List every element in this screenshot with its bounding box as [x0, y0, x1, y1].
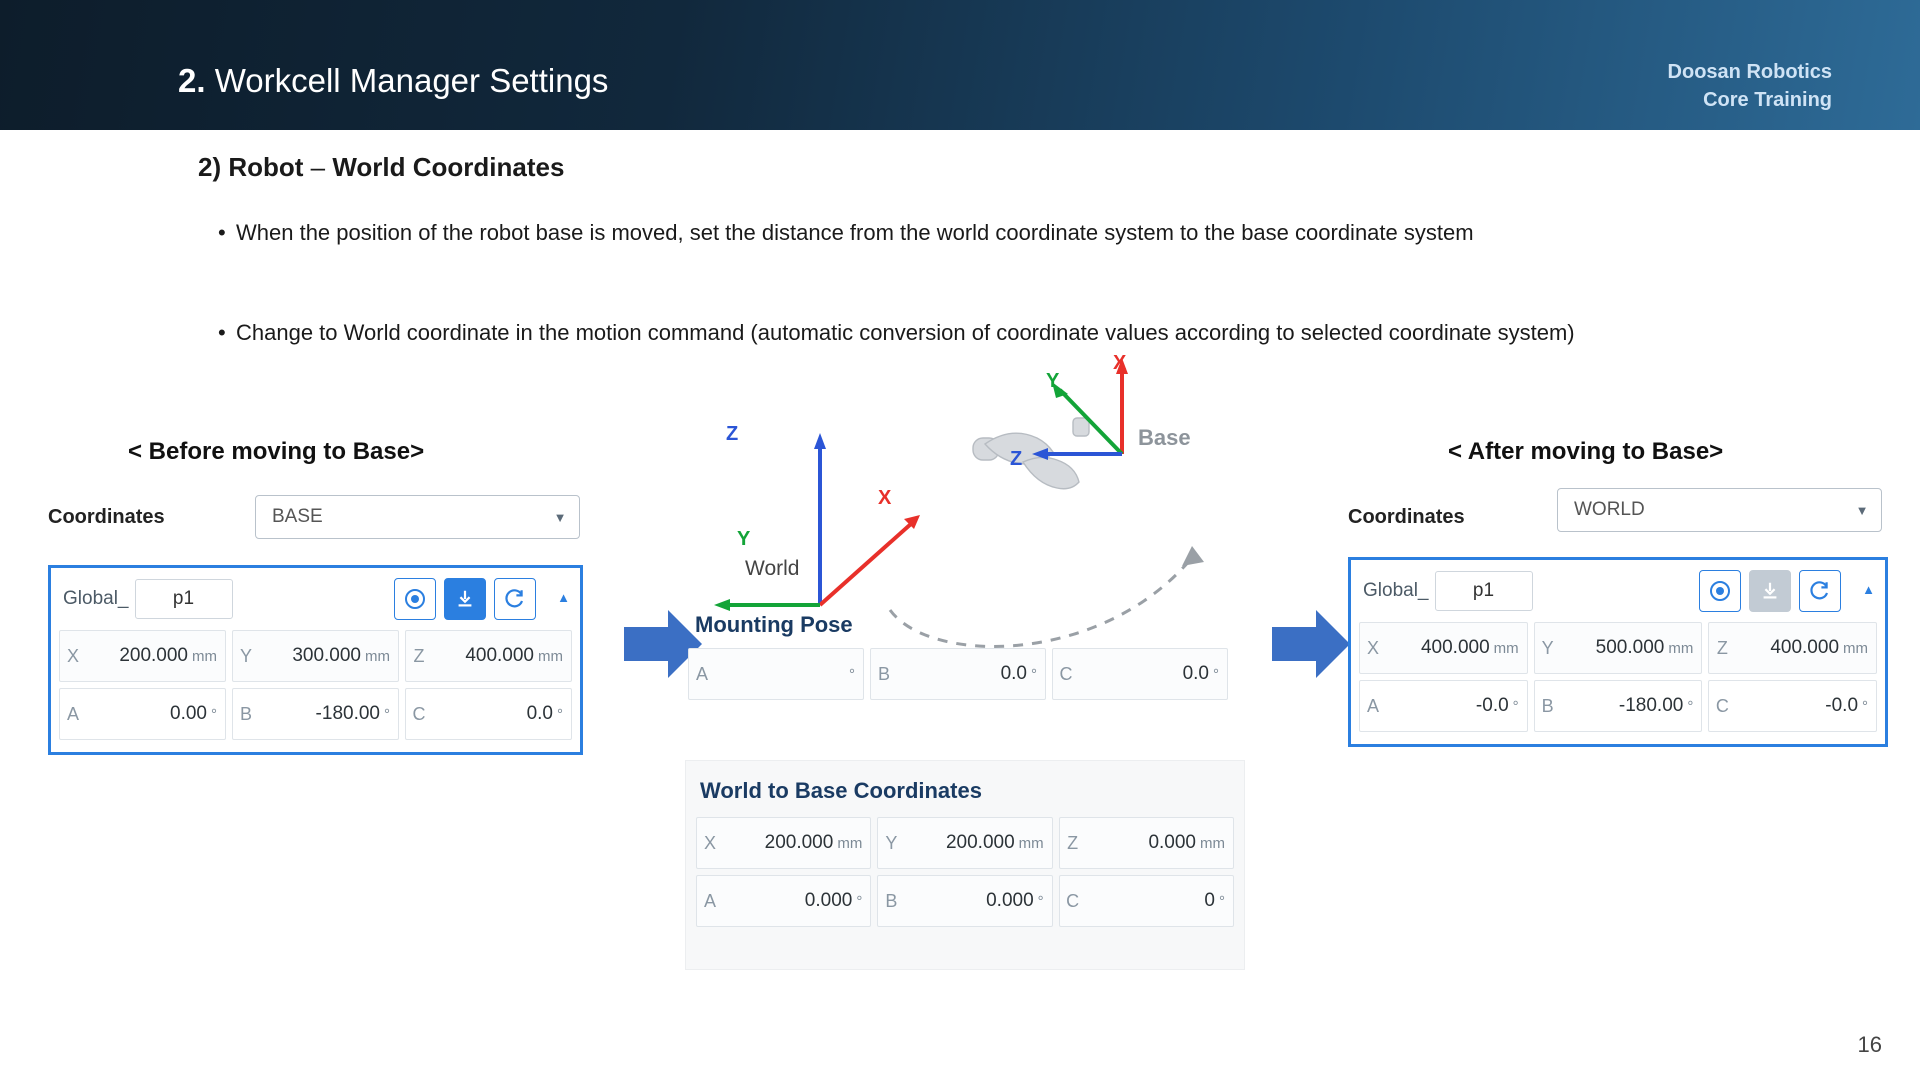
coordinates-select-left[interactable] — [255, 495, 580, 539]
field-c[interactable] — [405, 688, 572, 740]
field-a-label: A — [1366, 695, 1379, 716]
field-a-value: 0.00 — [170, 703, 207, 724]
w2b-field-a-value: 0.000 — [804, 890, 853, 911]
w2b-field-y-value: 200.000 — [945, 832, 1015, 853]
mounting-field-b[interactable] — [870, 648, 1046, 700]
field-y-unit: mm — [365, 647, 390, 665]
w2b-field-y[interactable] — [877, 817, 1052, 869]
pose-name-value: p1 — [1472, 580, 1495, 601]
pose-icon-group — [394, 578, 536, 620]
caption-before: < Before moving to Base> — [128, 438, 425, 465]
field-y[interactable] — [1534, 622, 1703, 674]
mounting-field-b-unit: ° — [1031, 665, 1037, 683]
chevron-up-icon[interactable]: ▲ — [1862, 582, 1875, 597]
download-icon[interactable] — [1749, 570, 1791, 612]
mounting-field-c[interactable] — [1052, 648, 1228, 700]
pose-row — [1351, 622, 1885, 680]
base-label: Base — [1138, 425, 1191, 450]
field-x[interactable] — [1359, 622, 1528, 674]
chevron-down-icon[interactable]: ▼ — [1855, 502, 1869, 518]
refresh-icon[interactable] — [494, 578, 536, 620]
pose-name-input[interactable] — [1435, 571, 1533, 611]
field-x-unit: mm — [192, 647, 217, 665]
w2b-field-x[interactable] — [696, 817, 871, 869]
field-c-label: C — [412, 703, 426, 724]
field-y-label: Y — [1541, 637, 1554, 658]
pose-panel-after — [1348, 557, 1888, 747]
mounting-field-c-label: C — [1059, 663, 1073, 684]
w2b-field-b-unit: ° — [1037, 892, 1044, 910]
world-z-label: Z — [726, 423, 739, 445]
field-a[interactable] — [59, 688, 226, 740]
w2b-field-a-unit: ° — [856, 892, 863, 910]
mounting-field-a[interactable] — [688, 648, 864, 700]
field-b[interactable] — [1534, 680, 1703, 732]
world-to-base-row — [686, 875, 1244, 933]
field-b-unit: ° — [384, 705, 390, 723]
field-y-label: Y — [239, 645, 252, 666]
coordinates-label-right: Coordinates — [1348, 506, 1465, 528]
coordinates-select-left-value: BASE — [272, 506, 323, 527]
bullet-item — [218, 312, 1898, 354]
world-x-label: X — [878, 487, 892, 509]
mounting-field-b-value: 0.0 — [1000, 663, 1027, 684]
base-y-label: Y — [1046, 370, 1060, 392]
field-x-label: X — [66, 645, 79, 666]
w2b-field-c-value: 0 — [1204, 890, 1215, 911]
field-z-label: Z — [413, 645, 425, 666]
field-c-value: -0.0 — [1825, 695, 1859, 716]
page-title-number: 2. — [178, 62, 206, 99]
field-x-value: 400.000 — [1420, 637, 1490, 658]
pose-row — [1351, 680, 1885, 738]
pose-panel-header — [51, 568, 580, 630]
field-c-label: C — [1715, 695, 1729, 716]
w2b-field-b-value: 0.000 — [986, 890, 1034, 911]
slide-header — [0, 0, 1920, 130]
mounting-pose-panel — [688, 648, 1228, 710]
field-a-label: A — [66, 703, 79, 724]
mounting-pose-title: Mounting Pose — [695, 612, 853, 637]
field-z-value: 400.000 — [465, 645, 534, 666]
mounting-field-a-label: A — [695, 663, 708, 684]
w2b-field-b[interactable] — [877, 875, 1052, 927]
field-a-value: -0.0 — [1475, 695, 1509, 716]
pose-name-value: p1 — [172, 588, 195, 609]
page-title-text: Workcell Manager Settings — [214, 62, 609, 99]
pose-panel-before — [48, 565, 583, 755]
download-icon[interactable] — [444, 578, 486, 620]
field-c-value: 0.0 — [526, 703, 553, 724]
field-x-label: X — [1366, 637, 1379, 658]
field-y-value: 500.000 — [1595, 637, 1665, 658]
global-label: Global_ — [63, 588, 129, 609]
field-y-value: 300.000 — [292, 645, 361, 666]
w2b-field-c[interactable] — [1059, 875, 1234, 927]
field-b-value: -180.00 — [1618, 695, 1684, 716]
w2b-field-x-value: 200.000 — [764, 832, 834, 853]
coordinates-select-right-value: WORLD — [1574, 499, 1645, 520]
world-y-label: Y — [737, 528, 751, 550]
mounting-pose-row — [688, 648, 1228, 700]
coordinates-select-right[interactable] — [1557, 488, 1882, 532]
mounting-field-c-value: 0.0 — [1182, 663, 1209, 684]
field-x-value: 200.000 — [119, 645, 188, 666]
w2b-field-z-unit: mm — [1199, 834, 1225, 852]
w2b-field-b-label: B — [885, 890, 898, 911]
w2b-field-y-unit: mm — [1018, 834, 1044, 852]
bullet-text: When the position of the robot base is moved, set the distance from the world coordinate system to the base coordinate system — [236, 220, 1474, 245]
w2b-field-z-value: 0.000 — [1148, 832, 1196, 853]
w2b-field-c-unit: ° — [1218, 892, 1225, 910]
field-b-unit: ° — [1687, 697, 1694, 715]
world-label: World — [745, 557, 800, 580]
w2b-field-x-label: X — [703, 832, 716, 853]
pose-panel-header — [1351, 560, 1885, 622]
field-a-unit: ° — [211, 705, 217, 723]
field-z-label: Z — [1716, 637, 1728, 658]
field-y-unit: mm — [1668, 639, 1694, 657]
coordinates-label-left: Coordinates — [48, 506, 165, 528]
w2b-field-a[interactable] — [696, 875, 871, 927]
mounting-field-b-label: B — [877, 663, 890, 684]
field-b-label: B — [1541, 695, 1554, 716]
field-b-value: -180.00 — [315, 703, 380, 724]
section-subtitle — [198, 152, 564, 183]
mounting-field-a-unit: ° — [849, 665, 855, 683]
pose-row — [51, 630, 580, 688]
field-a-unit: ° — [1512, 697, 1519, 715]
pose-row — [51, 688, 580, 746]
w2b-field-a-label: A — [703, 890, 716, 911]
base-x-label: X — [1113, 352, 1127, 374]
subtitle-prefix: 2) Robot — [198, 152, 304, 182]
page-number: 16 — [1857, 1032, 1882, 1057]
brand-line-2: Core Training — [1703, 89, 1832, 111]
pose-name-input[interactable] — [135, 579, 233, 619]
w2b-field-x-unit: mm — [837, 834, 863, 852]
pose-icon-group — [1699, 570, 1841, 612]
field-c-unit: ° — [1862, 697, 1869, 715]
field-x[interactable] — [59, 630, 226, 682]
bullet-text: Change to World coordinate in the motion command (automatic conversion of coordinate values according to selected coordinate system) — [236, 320, 1575, 345]
chevron-up-icon[interactable]: ▲ — [557, 590, 570, 605]
flow-arrow-2 — [1272, 605, 1352, 685]
target-icon[interactable] — [394, 578, 436, 620]
field-z-value: 400.000 — [1770, 637, 1840, 658]
field-z-unit: mm — [1843, 639, 1869, 657]
brand-line-1: Doosan Robotics — [1667, 61, 1832, 83]
field-z-unit: mm — [538, 647, 563, 665]
target-icon[interactable] — [1699, 570, 1741, 612]
field-c[interactable] — [1708, 680, 1877, 732]
caption-after: < After moving to Base> — [1448, 438, 1724, 465]
field-b-label: B — [239, 703, 252, 724]
w2b-field-z-label: Z — [1067, 832, 1079, 853]
bullet-item — [218, 212, 1898, 254]
page-title — [178, 62, 608, 100]
field-x-unit: mm — [1493, 639, 1519, 657]
field-b[interactable] — [232, 688, 399, 740]
world-to-base-title: World to Base Coordinates — [700, 778, 982, 803]
field-z[interactable] — [405, 630, 572, 682]
brand-block — [1668, 58, 1832, 114]
bullet-marker: • — [218, 220, 226, 245]
chevron-down-icon[interactable]: ▼ — [553, 509, 567, 525]
subtitle-bold: World Coordinates — [332, 152, 565, 182]
w2b-field-c-label: C — [1066, 890, 1080, 911]
field-y[interactable] — [232, 630, 399, 682]
subtitle-dash: – — [310, 152, 326, 182]
base-z-label: Z — [1010, 448, 1023, 470]
field-a[interactable] — [1359, 680, 1528, 732]
refresh-icon[interactable] — [1799, 570, 1841, 612]
global-label: Global_ — [1363, 580, 1429, 601]
field-c-unit: ° — [557, 705, 563, 723]
bullet-marker: • — [218, 320, 226, 345]
mounting-field-c-unit: ° — [1213, 665, 1219, 683]
w2b-field-z[interactable] — [1059, 817, 1234, 869]
field-z[interactable] — [1708, 622, 1877, 674]
motion-path-dashed-curve — [860, 450, 1280, 670]
w2b-field-y-label: Y — [885, 832, 898, 853]
